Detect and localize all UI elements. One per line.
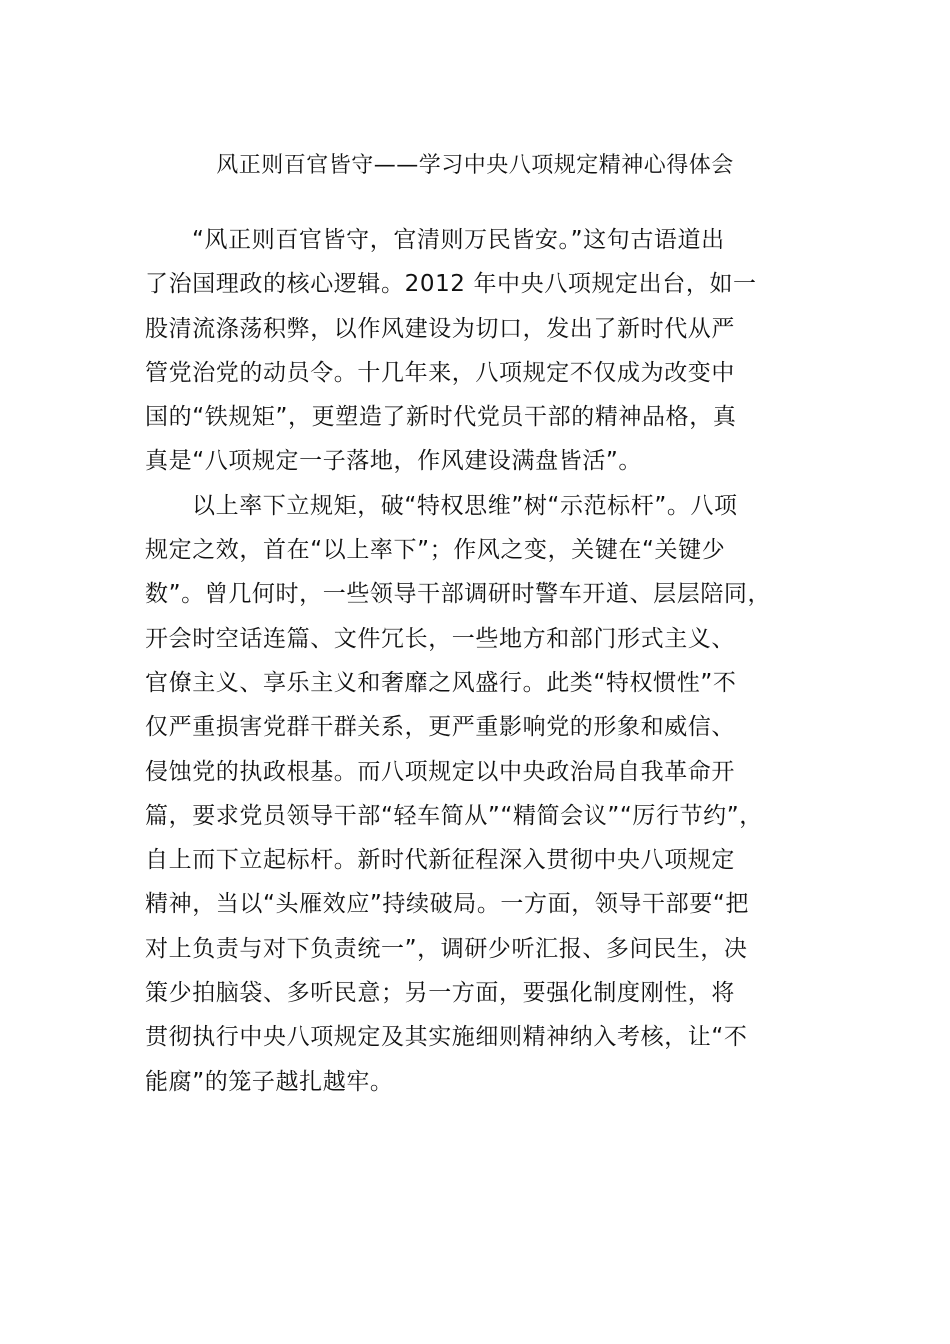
paragraph-1-line-1: “风正则百官皆守，官清则万民皆安。”这句古语道出 <box>192 227 725 253</box>
paragraph-2-line-9: 自上而下立起标杆。新时代新征程深入贯彻中央八项规定 <box>145 847 735 874</box>
paragraph-2-line-1: 以上率下立规矩，破“特权思维”树“示范标杆”。八项 <box>192 492 738 519</box>
paragraph-2-line-8: 篇，要求党员领导干部“轻车简从”“精简会议”“厉行节约”， <box>145 802 763 829</box>
paragraph-1-line-4: 管党治党的动员令。十几年来，八项规定不仅成为改变中 <box>145 359 735 386</box>
paragraph-2-line-13: 贯彻执行中央八项规定及其实施细则精神纳入考核，让“不 <box>145 1024 748 1051</box>
paragraph-1-line-6: 真是“八项规定一子落地，作风建设满盘皆活”。 <box>145 448 643 475</box>
paragraph-1-line-2: 了治国理政的核心逻辑。2012 年中央八项规定出台，如一 <box>145 271 757 298</box>
paragraph-2-line-7: 侵蚀党的执政根基。而八项规定以中央政治局自我革命开 <box>145 758 735 785</box>
document-title: 风正则百官皆守——学习中央八项规定精神心得体会 <box>216 153 734 178</box>
paragraph-1-line-3: 股清流涤荡积弊，以作风建设为切口，发出了新时代从严 <box>145 315 735 342</box>
paragraph-1-line-5: 国的“铁规矩”，更塑造了新时代党员干部的精神品格，真 <box>145 404 737 431</box>
paragraph-2-line-14: 能腐”的笼子越扎越牢。 <box>145 1068 394 1095</box>
paragraph-2-line-12: 策少拍脑袋、多听民意；另一方面，要强化制度刚性，将 <box>145 980 735 1007</box>
paragraph-2-line-11: 对上负责与对下负责统一”，调研少听汇报、多问民生，决 <box>145 935 748 962</box>
paragraph-2-line-3: 数”。曾几何时，一些领导干部调研时警车开道、层层陪同， <box>145 581 772 608</box>
paragraph-2-line-6: 仅严重损害党群干群关系，更严重影响党的形象和威信、 <box>145 714 735 741</box>
paragraph-2-line-10: 精神，当以“头雁效应”持续破局。一方面，领导干部要“把 <box>145 891 749 918</box>
paragraph-2-line-5: 官僚主义、享乐主义和奢靡之风盛行。此类“特权惯性”不 <box>145 669 737 696</box>
paragraph-2-line-4: 开会时空话连篇、文件冗长，一些地方和部门形式主义、 <box>145 625 735 652</box>
paragraph-2-line-2: 规定之效，首在“以上率下”；作风之变，关键在“关键少 <box>145 537 726 564</box>
document-body <box>145 222 815 1108</box>
